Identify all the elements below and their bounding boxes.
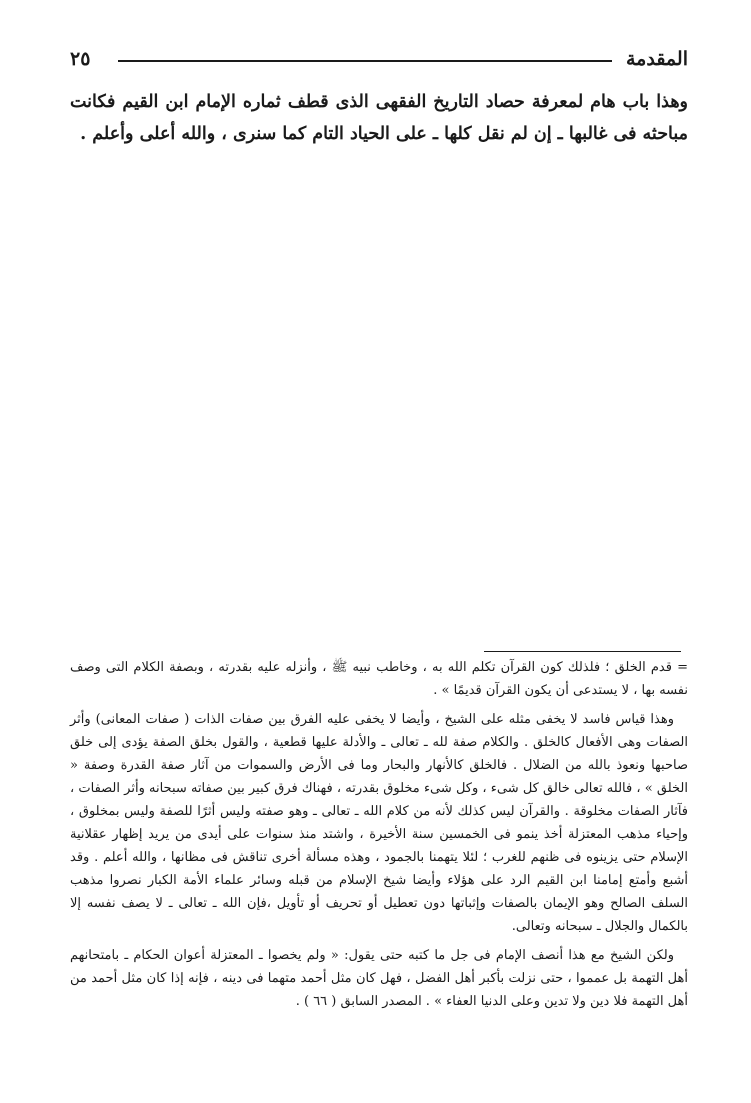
footnote-separator [484,651,681,652]
footnote-paragraph: = قدم الخلق ؛ فلذلك كون القرآن تكلم الله به ، وخاطب نبيه ﷺ ، وأنزله عليه بقدرته ، وبصفة الكلام التى وصف نفسه بها ، لا يستدعى أن يكون القرآن قديمًا » . [70,660,688,698]
header-rule [118,60,612,62]
footnote-paragraph: وهذا قياس فاسد لا يخفى مثله على الشيخ ، وأيضا لا يخفى عليه الفرق بين صفات الذات ( صفات المعانى) وأثر الصفات وهى الأفعال كالخلق . والكلام صفة لله ـ تعالى ـ والأدلة عليها قطعية ، والقول بخلق الصفة يؤدى إلى خلق صاحبها ونعوذ بالله من الضلال . فالخلق كالأنهار والبحار وما فى الأرض والسموات من آثار صفة القدرة وصفة « الخلق » ، فالله تعالى خالق كل شىء ، وكل شىء مخلوق بقدرته ، فهناك فرق كبير بين صفاته سبحانه وأثر الصفات ، فآثار الصفات مخلوقة . والقرآن ليس كذلك لأنه من كلام الله ـ تعالى ـ وهو صفته وليس أثرًا للصفة وليس بمخلوق ، وإحياء مذهب المعتزلة أخذ ينمو فى الخمسين سنة الأخيرة ، واشتد منذ سنوات على أيدى من يريد إظهار عقلانية الإسلام حتى يزينوه فى ظنهم للغرب ؛ لئلا يتهمنا بالجمود ، وهذه مسألة أخرى تناقش فى مظانها ، والله أعلم . وقد أشبع وأمتع إمامنا ابن القيم الرد على هؤلاء وأيضا شيخ الإسلام من قبله وسائر علماء الأمة الكبار نصروا مذهب السلف الصالح وهو الإيمان بالصفات وإثباتها دون تعطيل أو تحريف أو تأويل ،فإن الله ـ تعالى ـ لا يصف نفسه إلا بالكمال والجلال ـ سبحانه وتعالى. [70,712,688,934]
footnote-paragraph: ولكن الشيخ مع هذا أنصف الإمام فى جل ما كتبه حتى يقول: « ولم يخصوا ـ المعتزلة أعوان الحكام ـ بامتحانهم أهل التهمة بل عمموا ، حتى نزلت بأكبر أهل الفضل ، فهل كان مثل أحمد متهما فى دينه ، فإنه إذا كان مثل أحمد من أهل التهمة فلا دين ولا تدين وعلى الدنيا العفاء » . المصدر السابق ( ٦٦ ) . [70,948,688,1009]
running-header [70,44,688,78]
chapter-title: المقدمة [625,48,688,70]
page-number: ٢٥ [70,48,91,70]
main-text-block [70,86,688,150]
body-paragraph: وهذا باب هام لمعرفة حصاد التاريخ الفقهى الذى قطف ثماره الإمام ابن القيم فكانت مباحثه فى غالبها ـ إن لم نقل كلها ـ على الحياد التام كما سنرى ، والله أعلى وأعلم . [70,92,688,144]
footnotes-block [70,656,688,1019]
